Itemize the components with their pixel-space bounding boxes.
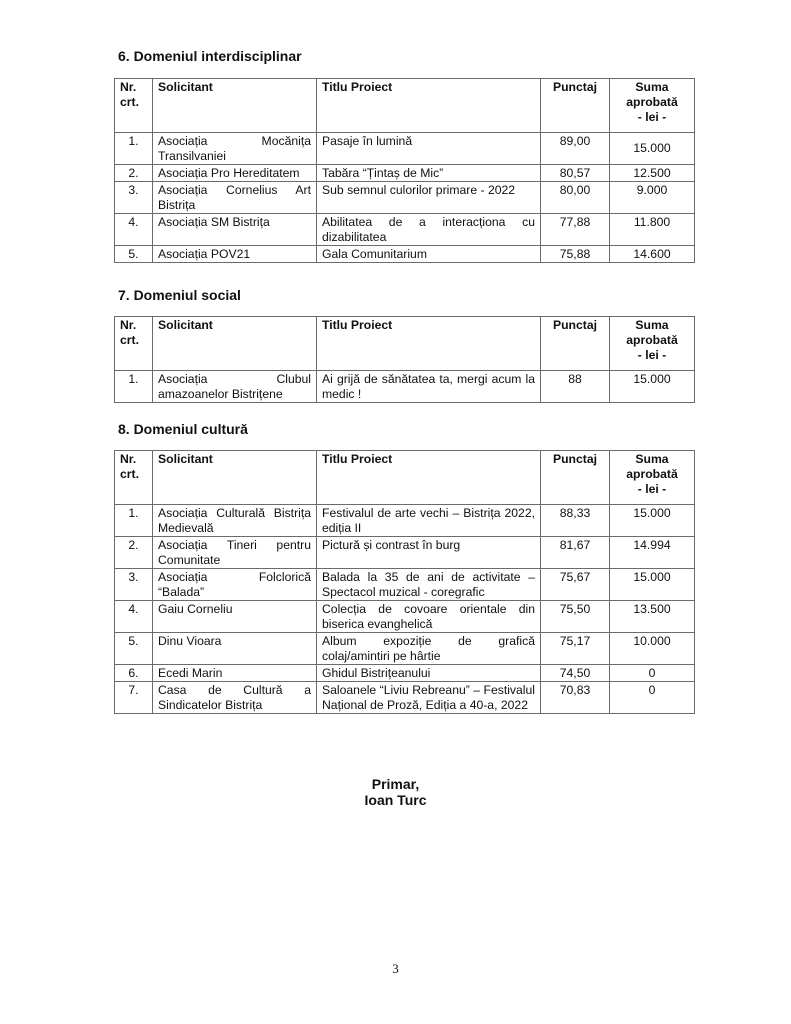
table-row	[115, 246, 695, 263]
table-row	[115, 569, 695, 601]
signature-block	[0, 776, 791, 808]
table-header-row	[115, 317, 695, 371]
cell-punctaj: 89,00	[541, 133, 610, 165]
cell-punctaj: 81,67	[541, 537, 610, 569]
table-social	[114, 316, 695, 403]
cell-solicitant: Asociația Clubul amazoanelor Bistrițene	[153, 371, 317, 403]
table-row	[115, 182, 695, 214]
cell-suma: 14.994	[610, 537, 695, 569]
section-title-interdisciplinar: 6. Domeniul interdisciplinar	[118, 48, 302, 64]
table-row	[115, 665, 695, 682]
header-suma-l3: - lei -	[637, 348, 667, 362]
cell-titlu: Abilitatea de a interacționa cu dizabilitatea	[317, 214, 541, 246]
header-suma-l3: - lei -	[637, 110, 667, 124]
cell-solicitant: Asociația SM Bistrița	[153, 214, 317, 246]
header-punctaj: Punctaj	[541, 317, 610, 371]
header-suma-l1: Suma	[635, 318, 669, 332]
cell-nr: 4.	[115, 214, 153, 246]
table-header-row	[115, 79, 695, 133]
cell-solicitant: Asociația Mocănița Transilvaniei	[153, 133, 317, 165]
cell-nr: 4.	[115, 601, 153, 633]
header-suma-l3: - lei -	[637, 482, 667, 496]
cell-suma: 9.000	[610, 182, 695, 214]
header-solicitant: Solicitant	[153, 317, 317, 371]
cell-titlu: Balada la 35 de ani de activitate – Spectacol muzical - coregrafic	[317, 569, 541, 601]
cell-titlu: Tabăra “Țintaș de Mic”	[317, 165, 541, 182]
cell-suma: 15.000	[610, 371, 695, 403]
cell-suma: 10.000	[610, 633, 695, 665]
header-nr-text: Nr. crt.	[120, 80, 139, 109]
header-suma-l2: aprobată	[626, 467, 678, 481]
cell-solicitant: Asociația POV21	[153, 246, 317, 263]
header-titlu: Titlu Proiect	[317, 451, 541, 505]
header-nr	[115, 79, 153, 133]
cell-punctaj: 80,57	[541, 165, 610, 182]
cell-solicitant: Dinu Vioara	[153, 633, 317, 665]
table-row	[115, 537, 695, 569]
table-row	[115, 601, 695, 633]
cell-punctaj: 77,88	[541, 214, 610, 246]
header-titlu: Titlu Proiect	[317, 317, 541, 371]
cell-nr: 6.	[115, 665, 153, 682]
cell-nr: 5.	[115, 633, 153, 665]
header-punctaj: Punctaj	[541, 79, 610, 133]
table-row	[115, 682, 695, 714]
cell-titlu: Festivalul de arte vechi – Bistrița 2022, ediția II	[317, 505, 541, 537]
cell-solicitant: Asociația Cornelius Art Bistrița	[153, 182, 317, 214]
cell-suma: 15.000	[610, 569, 695, 601]
table-cultura	[114, 450, 695, 714]
header-solicitant: Solicitant	[153, 79, 317, 133]
cell-punctaj: 74,50	[541, 665, 610, 682]
cell-punctaj: 75,67	[541, 569, 610, 601]
table-row	[115, 505, 695, 537]
table-row	[115, 214, 695, 246]
table-interdisciplinar	[114, 78, 695, 263]
table-row	[115, 371, 695, 403]
cell-nr: 1.	[115, 505, 153, 537]
cell-punctaj: 75,50	[541, 601, 610, 633]
header-suma	[610, 317, 695, 371]
cell-titlu: Ai grijă de sănătatea ta, mergi acum la medic !	[317, 371, 541, 403]
cell-nr: 1.	[115, 371, 153, 403]
header-suma-l1: Suma	[635, 452, 669, 466]
cell-punctaj: 88	[541, 371, 610, 403]
page-number: 3	[392, 961, 399, 976]
header-nr: Nr. crt.	[115, 317, 153, 371]
cell-solicitant: Asociația Tineri pentru Comunitate	[153, 537, 317, 569]
cell-nr: 1.	[115, 133, 153, 165]
cell-titlu: Ghidul Bistrițeanului	[317, 665, 541, 682]
cell-punctaj: 75,88	[541, 246, 610, 263]
cell-titlu: Saloanele “Liviu Rebreanu” – Festivalul Național de Proză, Ediția a 40-a, 2022	[317, 682, 541, 714]
header-suma	[610, 79, 695, 133]
header-punctaj: Punctaj	[541, 451, 610, 505]
header-suma-l1: Suma	[635, 80, 669, 94]
cell-punctaj: 70,83	[541, 682, 610, 714]
cell-titlu: Colecția de covoare orientale din biserica evanghelică	[317, 601, 541, 633]
header-suma-l2: aprobată	[626, 95, 678, 109]
cell-suma: 13.500	[610, 601, 695, 633]
cell-solicitant: Ecedi Marin	[153, 665, 317, 682]
cell-punctaj: 80,00	[541, 182, 610, 214]
table-header-row	[115, 451, 695, 505]
cell-nr: 7.	[115, 682, 153, 714]
signature-name: Ioan Turc	[364, 792, 427, 808]
cell-titlu: Sub semnul culorilor primare - 2022	[317, 182, 541, 214]
table-row	[115, 133, 695, 165]
cell-nr: 3.	[115, 569, 153, 601]
cell-titlu: Gala Comunitarium	[317, 246, 541, 263]
cell-nr: 2.	[115, 537, 153, 569]
cell-suma: 0	[610, 665, 695, 682]
header-suma	[610, 451, 695, 505]
header-solicitant: Solicitant	[153, 451, 317, 505]
cell-titlu: Pasaje în lumină	[317, 133, 541, 165]
cell-solicitant: Asociația Culturală Bistrița Medievală	[153, 505, 317, 537]
header-nr: Nr. crt.	[115, 451, 153, 505]
table-row	[115, 633, 695, 665]
cell-solicitant: Gaiu Corneliu	[153, 601, 317, 633]
cell-nr: 5.	[115, 246, 153, 263]
table-row	[115, 165, 695, 182]
cell-suma: 12.500	[610, 165, 695, 182]
cell-suma: 11.800	[610, 214, 695, 246]
cell-titlu: Pictură și contrast în burg	[317, 537, 541, 569]
signature-role: Primar,	[371, 776, 420, 792]
cell-solicitant: Asociația Pro Hereditatem	[153, 165, 317, 182]
cell-solicitant: Casa de Cultură a Sindicatelor Bistrița	[153, 682, 317, 714]
header-suma-l2: aprobată	[626, 333, 678, 347]
header-titlu: Titlu Proiect	[317, 79, 541, 133]
cell-punctaj: 75,17	[541, 633, 610, 665]
cell-nr: 3.	[115, 182, 153, 214]
cell-punctaj: 88,33	[541, 505, 610, 537]
cell-suma: 15.000	[610, 133, 695, 165]
section-title-social: 7. Domeniul social	[118, 287, 241, 303]
cell-titlu: Album expoziție de grafică colaj/amintiri pe hârtie	[317, 633, 541, 665]
cell-suma: 15.000	[610, 505, 695, 537]
cell-suma: 0	[610, 682, 695, 714]
cell-nr: 2.	[115, 165, 153, 182]
cell-suma: 14.600	[610, 246, 695, 263]
cell-solicitant: Asociația Folclorică “Balada”	[153, 569, 317, 601]
section-title-cultura: 8. Domeniul cultură	[118, 421, 248, 437]
